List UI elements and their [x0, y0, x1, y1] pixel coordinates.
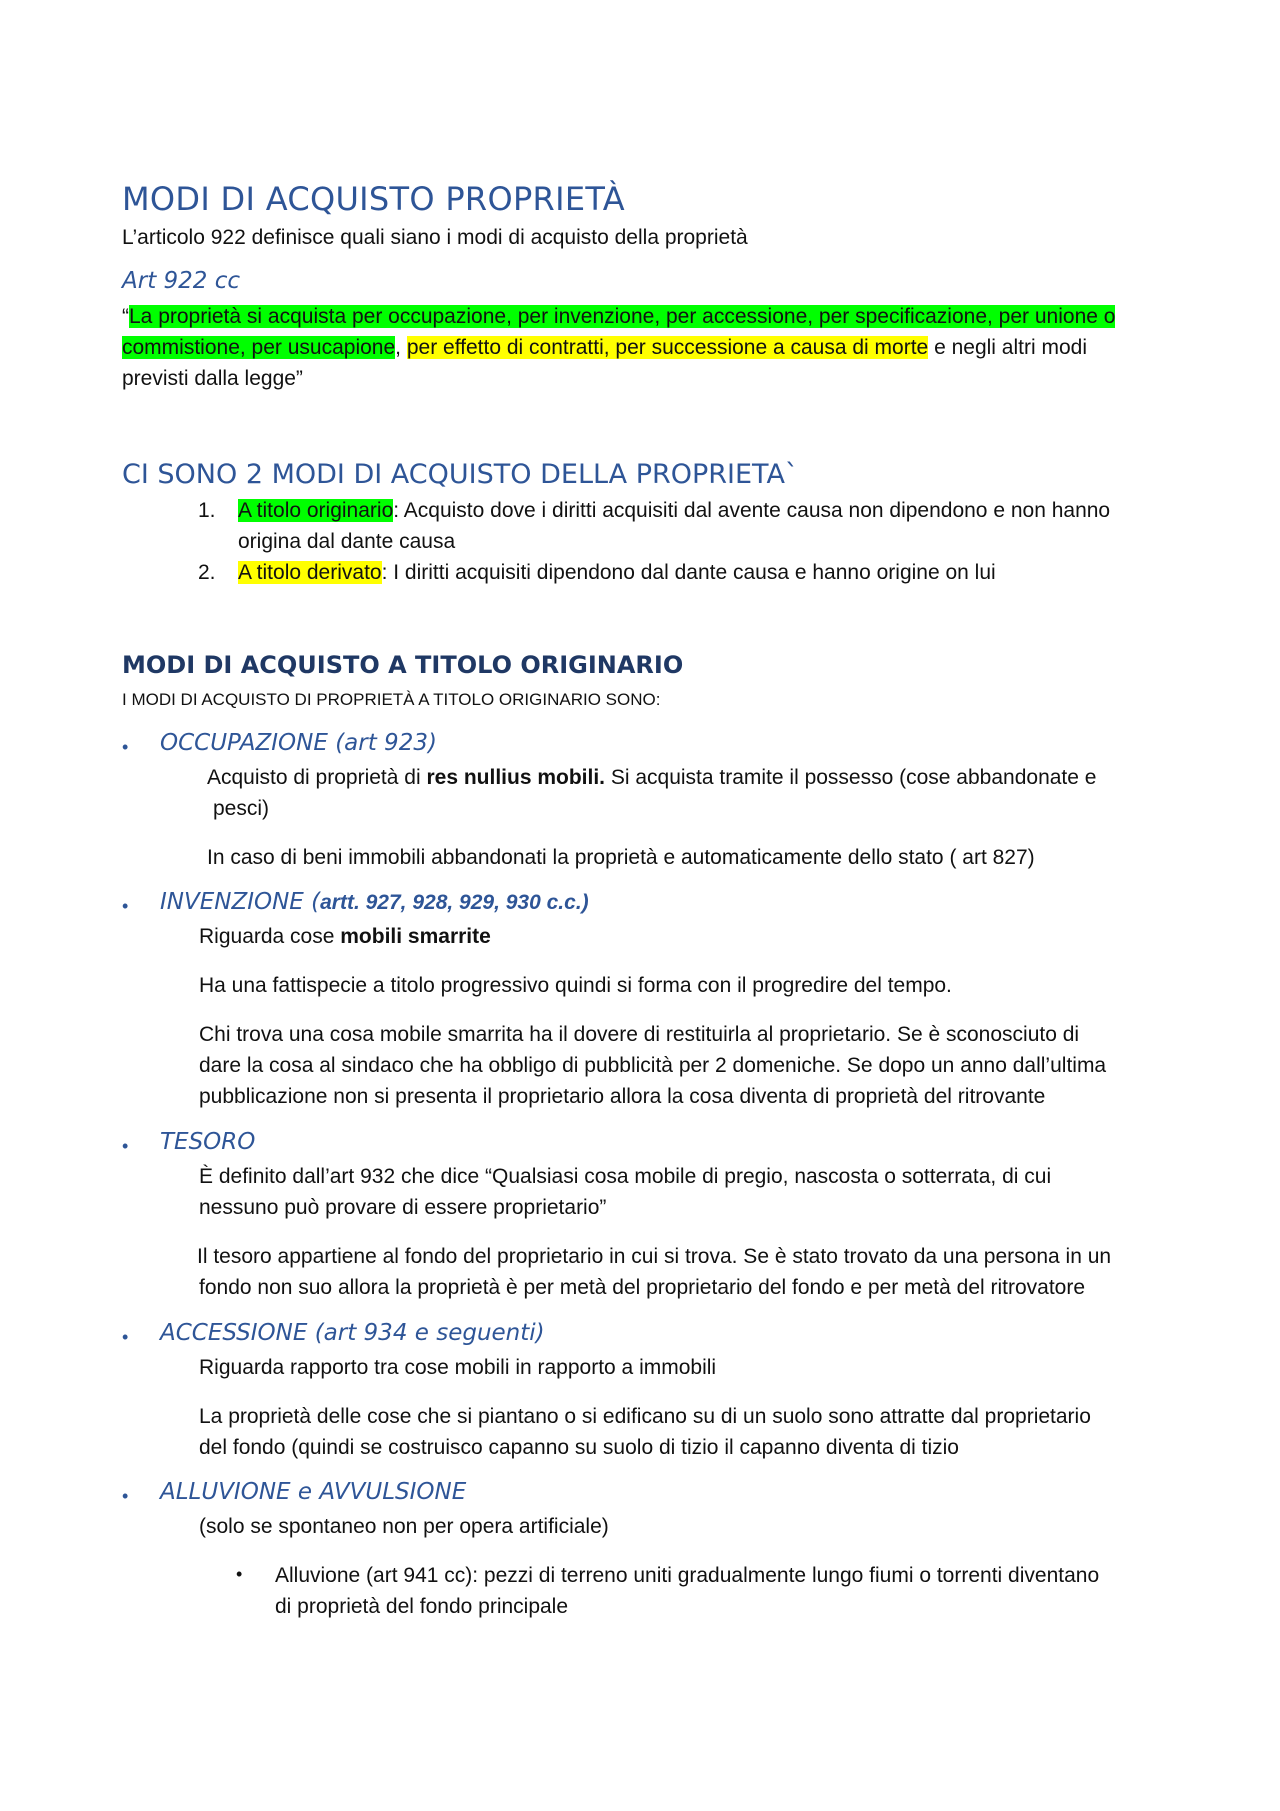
invenzione-p2: Ha una fattispecie a titolo progressivo quindi si forma con il progredire del tempo.: [199, 974, 952, 997]
invenzione-p1: [199, 921, 491, 952]
bold-run: artt. 927, 928, 929, 930 c.c.): [320, 891, 589, 914]
page-title: MODI DI ACQUISTO PROPRIETÀ: [122, 180, 625, 218]
quote-mark: “: [122, 305, 129, 328]
alluvione-sub-2: di proprietà del fondo principale: [275, 1595, 569, 1618]
list-number: 1.: [198, 499, 216, 522]
tesoro-p2-1: Il tesoro appartiene al fondo del proprietario in cui si trova. Se è stato trovato da una persona in un: [197, 1245, 1112, 1268]
alluvione-p1: (solo se spontaneo non per opera artificiale): [199, 1515, 609, 1538]
highlight-green-1: La proprietà si acquista per occupazione, per invenzione, per accessione, per specificazione, per unione o: [129, 305, 1116, 328]
tesoro-p1-2: nessuno può provare di essere proprietario”: [199, 1196, 607, 1219]
highlight-originario: A titolo originario: [238, 499, 394, 522]
list-number: 2.: [198, 561, 216, 584]
art922-line-3: previsti dalla legge”: [122, 367, 303, 390]
bullet: •: [122, 1486, 129, 1506]
text-run: INVENZIONE (: [160, 889, 321, 915]
invenzione-title: [160, 889, 589, 915]
bullet: •: [122, 896, 129, 916]
originario-subheading: I MODI DI ACQUISTO DI PROPRIETÀ A TITOLO ORIGINARIO SONO:: [122, 690, 661, 709]
text-run: Acquisto di proprietà di: [207, 766, 427, 789]
originario-heading: MODI DI ACQUISTO A TITOLO ORIGINARIO: [122, 651, 684, 679]
occupazione-p1: [207, 762, 1096, 793]
invenzione-p3-1: Chi trova una cosa mobile smarrita ha il dovere di restituirla al proprietario. Se è sconosciuto di: [199, 1023, 1080, 1046]
intro-text: L’articolo 922 definisce quali siano i modi di acquisto della proprietà: [122, 226, 748, 249]
modes-item-2: [198, 557, 996, 588]
sub-bullet: •: [236, 1564, 243, 1584]
accessione-p1: Riguarda rapporto tra cose mobili in rapporto a immobili: [199, 1356, 717, 1379]
invenzione-p3-3: pubblicazione non si presenta il proprietario allora la cosa diventa di proprietà del ritrovante: [199, 1085, 1046, 1108]
bullet: •: [122, 1327, 129, 1347]
occupazione-p1-cont: pesci): [213, 797, 270, 820]
tesoro-title: TESORO: [160, 1129, 256, 1155]
art922-line-2: [122, 332, 1087, 363]
bullet: •: [122, 737, 129, 757]
modes-heading: CI SONO 2 MODI DI ACQUISTO DELLA PROPRIETA`: [122, 459, 799, 490]
alluvione-sub-1: Alluvione (art 941 cc): pezzi di terreno uniti gradualmente lungo fiumi o torrenti diventano: [275, 1564, 1100, 1587]
tesoro-p1-1: È definito dall’art 932 che dice “Qualsiasi cosa mobile di pregio, nascosta o sotterrata, di cui: [199, 1165, 1052, 1188]
tesoro-p2-2: fondo non suo allora la proprietà è per metà del proprietario del fondo e per metà del ritrovatore: [199, 1276, 1086, 1299]
comma: ,: [395, 336, 401, 359]
accessione-p2-2: del fondo (quindi se costruisco capanno su suolo di tizio il capanno diventa di tizio: [199, 1436, 959, 1459]
occupazione-p2: In caso di beni immobili abbandonati la proprietà e automaticamente dello stato ( art 827): [207, 846, 1035, 869]
art922-rest-1: e negli altri modi: [934, 336, 1087, 359]
invenzione-p3-2: dare la cosa al sindaco che ha obbligo di pubblicità per 2 domeniche. Se dopo un anno dall’ultima: [199, 1054, 1107, 1077]
text-run: Si acquista tramite il possesso (cose abbandonate e: [605, 766, 1097, 789]
art922-line-1: [122, 301, 1115, 332]
text-run: Riguarda cose: [199, 925, 341, 948]
highlight-yellow: per effetto di contratti, per successione a causa di morte: [406, 336, 929, 359]
bold-run: res nullius mobili.: [426, 766, 605, 789]
bullet: •: [122, 1136, 129, 1156]
art922-heading: Art 922 cc: [122, 268, 241, 294]
modes-item-1-text: : Acquisto dove i diritti acquisiti dal avente causa non dipendono e non hanno: [393, 499, 1111, 522]
accessione-title: ACCESSIONE (art 934 e seguenti): [160, 1320, 545, 1346]
modes-item-1-cont: origina dal dante causa: [238, 530, 456, 553]
modes-item-2-text: : I diritti acquisiti dipendono dal dante causa e hanno origine on lui: [381, 561, 996, 584]
highlight-derivato: A titolo derivato: [238, 561, 382, 584]
bold-run: mobili smarrite: [340, 925, 491, 948]
highlight-green-2: commistione, per usucapione: [122, 336, 396, 359]
alluvione-title: ALLUVIONE e AVVULSIONE: [160, 1479, 467, 1505]
occupazione-title: OCCUPAZIONE (art 923): [160, 730, 437, 756]
accessione-p2-1: La proprietà delle cose che si piantano o si edificano su di un suolo sono attratte dal proprietario: [199, 1405, 1091, 1428]
modes-item-1: [198, 495, 1110, 526]
